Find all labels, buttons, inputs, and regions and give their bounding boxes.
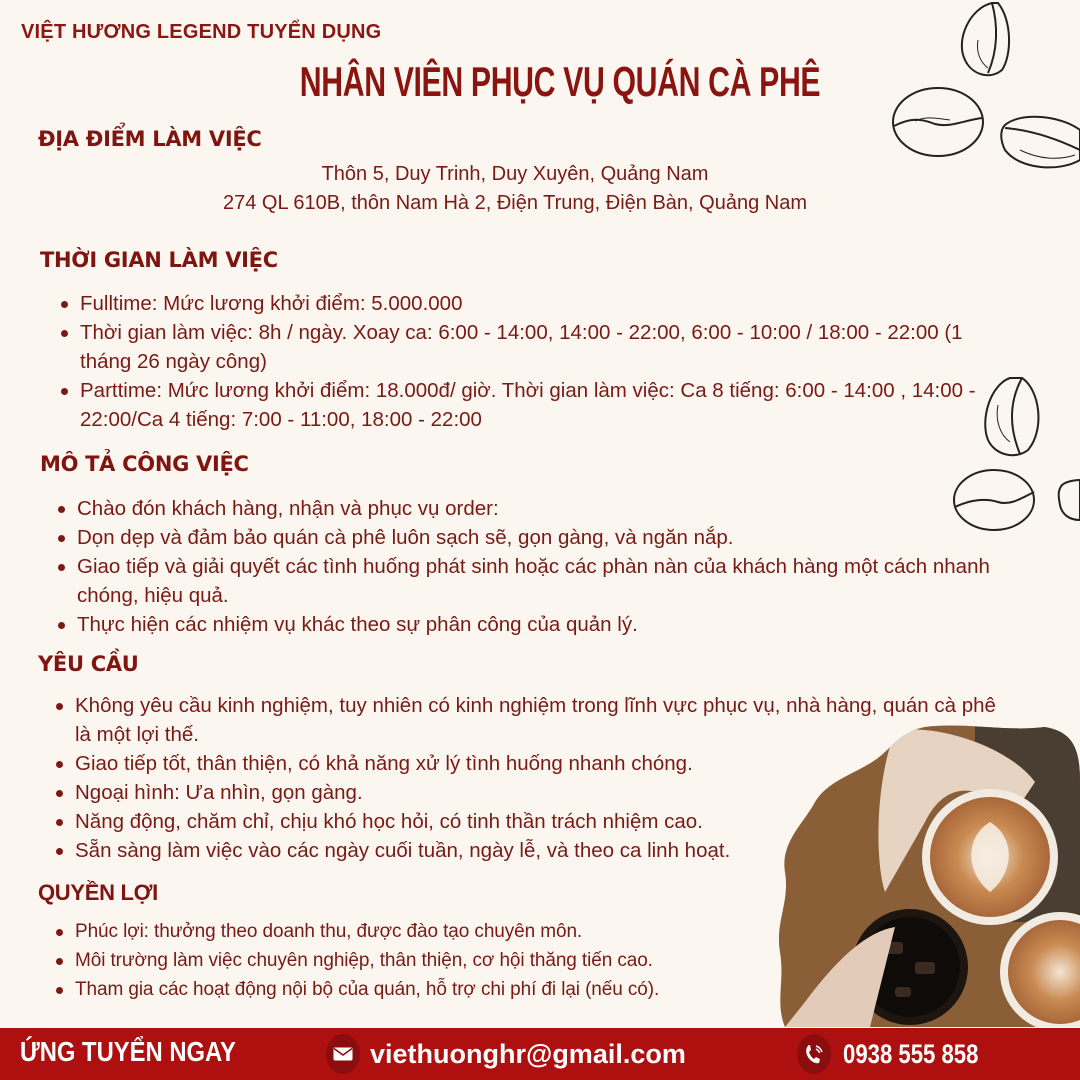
contact-footer xyxy=(0,1028,1080,1080)
email-contact[interactable] xyxy=(326,1034,686,1074)
list-item: Giao tiếp và giải quyết các tình huống phát sinh hoặc các phàn nàn của khách hàng một cách nhanh chóng, hiệu quả. xyxy=(55,552,1005,610)
address-block xyxy=(0,160,1030,218)
list-item: Dọn dẹp và đảm bảo quán cà phê luôn sạch sẽ, gọn gàng, và ngăn nắp. xyxy=(55,523,1005,552)
phone-contact[interactable] xyxy=(797,1034,1008,1074)
envelope-icon xyxy=(326,1034,360,1074)
address-line: Thôn 5, Duy Trinh, Duy Xuyên, Quảng Nam xyxy=(321,163,709,185)
list-item: Thực hiện các nhiệm vụ khác theo sự phân công của quản lý. xyxy=(55,610,1005,639)
section-heading-description: MÔ TẢ CÔNG VIỆC xyxy=(40,452,249,476)
address-line: 274 QL 610B, thôn Nam Hà 2, Điện Trung, Điện Bàn, Quảng Nam xyxy=(222,192,808,214)
section-heading-location: ĐỊA ĐIỂM LÀM VIỆC xyxy=(38,127,262,151)
list-item: Giao tiếp tốt, thân thiện, có khả năng xử lý tình huống nhanh chóng. xyxy=(53,749,1003,778)
phone-number[interactable]: 0938 555 858 xyxy=(843,1038,979,1069)
brand-name: VIỆT HƯƠNG LEGEND TUYỂN DỤNG xyxy=(21,21,382,43)
list-item: Fulltime: Mức lương khởi điểm: 5.000.000 xyxy=(58,289,1003,318)
list-item: Parttime: Mức lương khởi điểm: 18.000đ/ giờ. Thời gian làm việc: Ca 8 tiếng: 6:00 - 14:00 , 14:00 - 22:00/Ca 4 tiếng: 7:00 - 11:00, 18:00 - 22:00 xyxy=(58,376,1003,434)
list-item: Phúc lợi: thưởng theo doanh thu, được đào tạo chuyên môn. xyxy=(53,917,773,946)
list-item: Tham gia các hoạt động nội bộ của quán, hỗ trợ chi phí đi lại (nếu có). xyxy=(53,975,773,1004)
hours-list xyxy=(58,289,1003,434)
section-heading-hours: THỜI GIAN LÀM VIỆC xyxy=(40,248,278,272)
phone-icon xyxy=(797,1034,831,1074)
list-item: Năng động, chăm chỉ, chịu khó học hỏi, có tinh thần trách nhiệm cao. xyxy=(53,807,1003,836)
list-item: Thời gian làm việc: 8h / ngày. Xoay ca: 6:00 - 14:00, 14:00 - 22:00, 6:00 - 10:00 / 18:00 - 22:00 (1 tháng 26 ngày công) xyxy=(58,318,1003,376)
list-item: Không yêu cầu kinh nghiệm, tuy nhiên có kinh nghiệm trong lĩnh vực phục vụ, nhà hàng, quán cà phê là một lợi thế. xyxy=(53,691,1003,749)
list-item: Chào đón khách hàng, nhận và phục vụ order: xyxy=(55,494,1005,523)
section-heading-requirements: YÊU CẦU xyxy=(38,652,139,676)
list-item: Môi trường làm việc chuyên nghiệp, thân thiện, cơ hội thăng tiến cao. xyxy=(53,946,773,975)
benefits-list xyxy=(53,917,773,1004)
email-link[interactable]: viethuonghr@gmail.com xyxy=(370,1038,686,1069)
section-heading-benefits: QUYỀN LỢI xyxy=(38,880,158,905)
apply-now-button[interactable]: ỨNG TUYỂN NGAY xyxy=(20,1036,236,1067)
list-item: Sẵn sàng làm việc vào các ngày cuối tuần, ngày lễ, và theo ca linh hoạt. xyxy=(53,836,1003,865)
page-title: NHÂN VIÊN PHỤC VỤ QUÁN CÀ PHÊ xyxy=(299,58,821,105)
description-list xyxy=(55,494,1005,639)
list-item: Ngoại hình: Ưa nhìn, gọn gàng. xyxy=(53,778,1003,807)
coffee-cups-photo xyxy=(775,722,1080,1027)
